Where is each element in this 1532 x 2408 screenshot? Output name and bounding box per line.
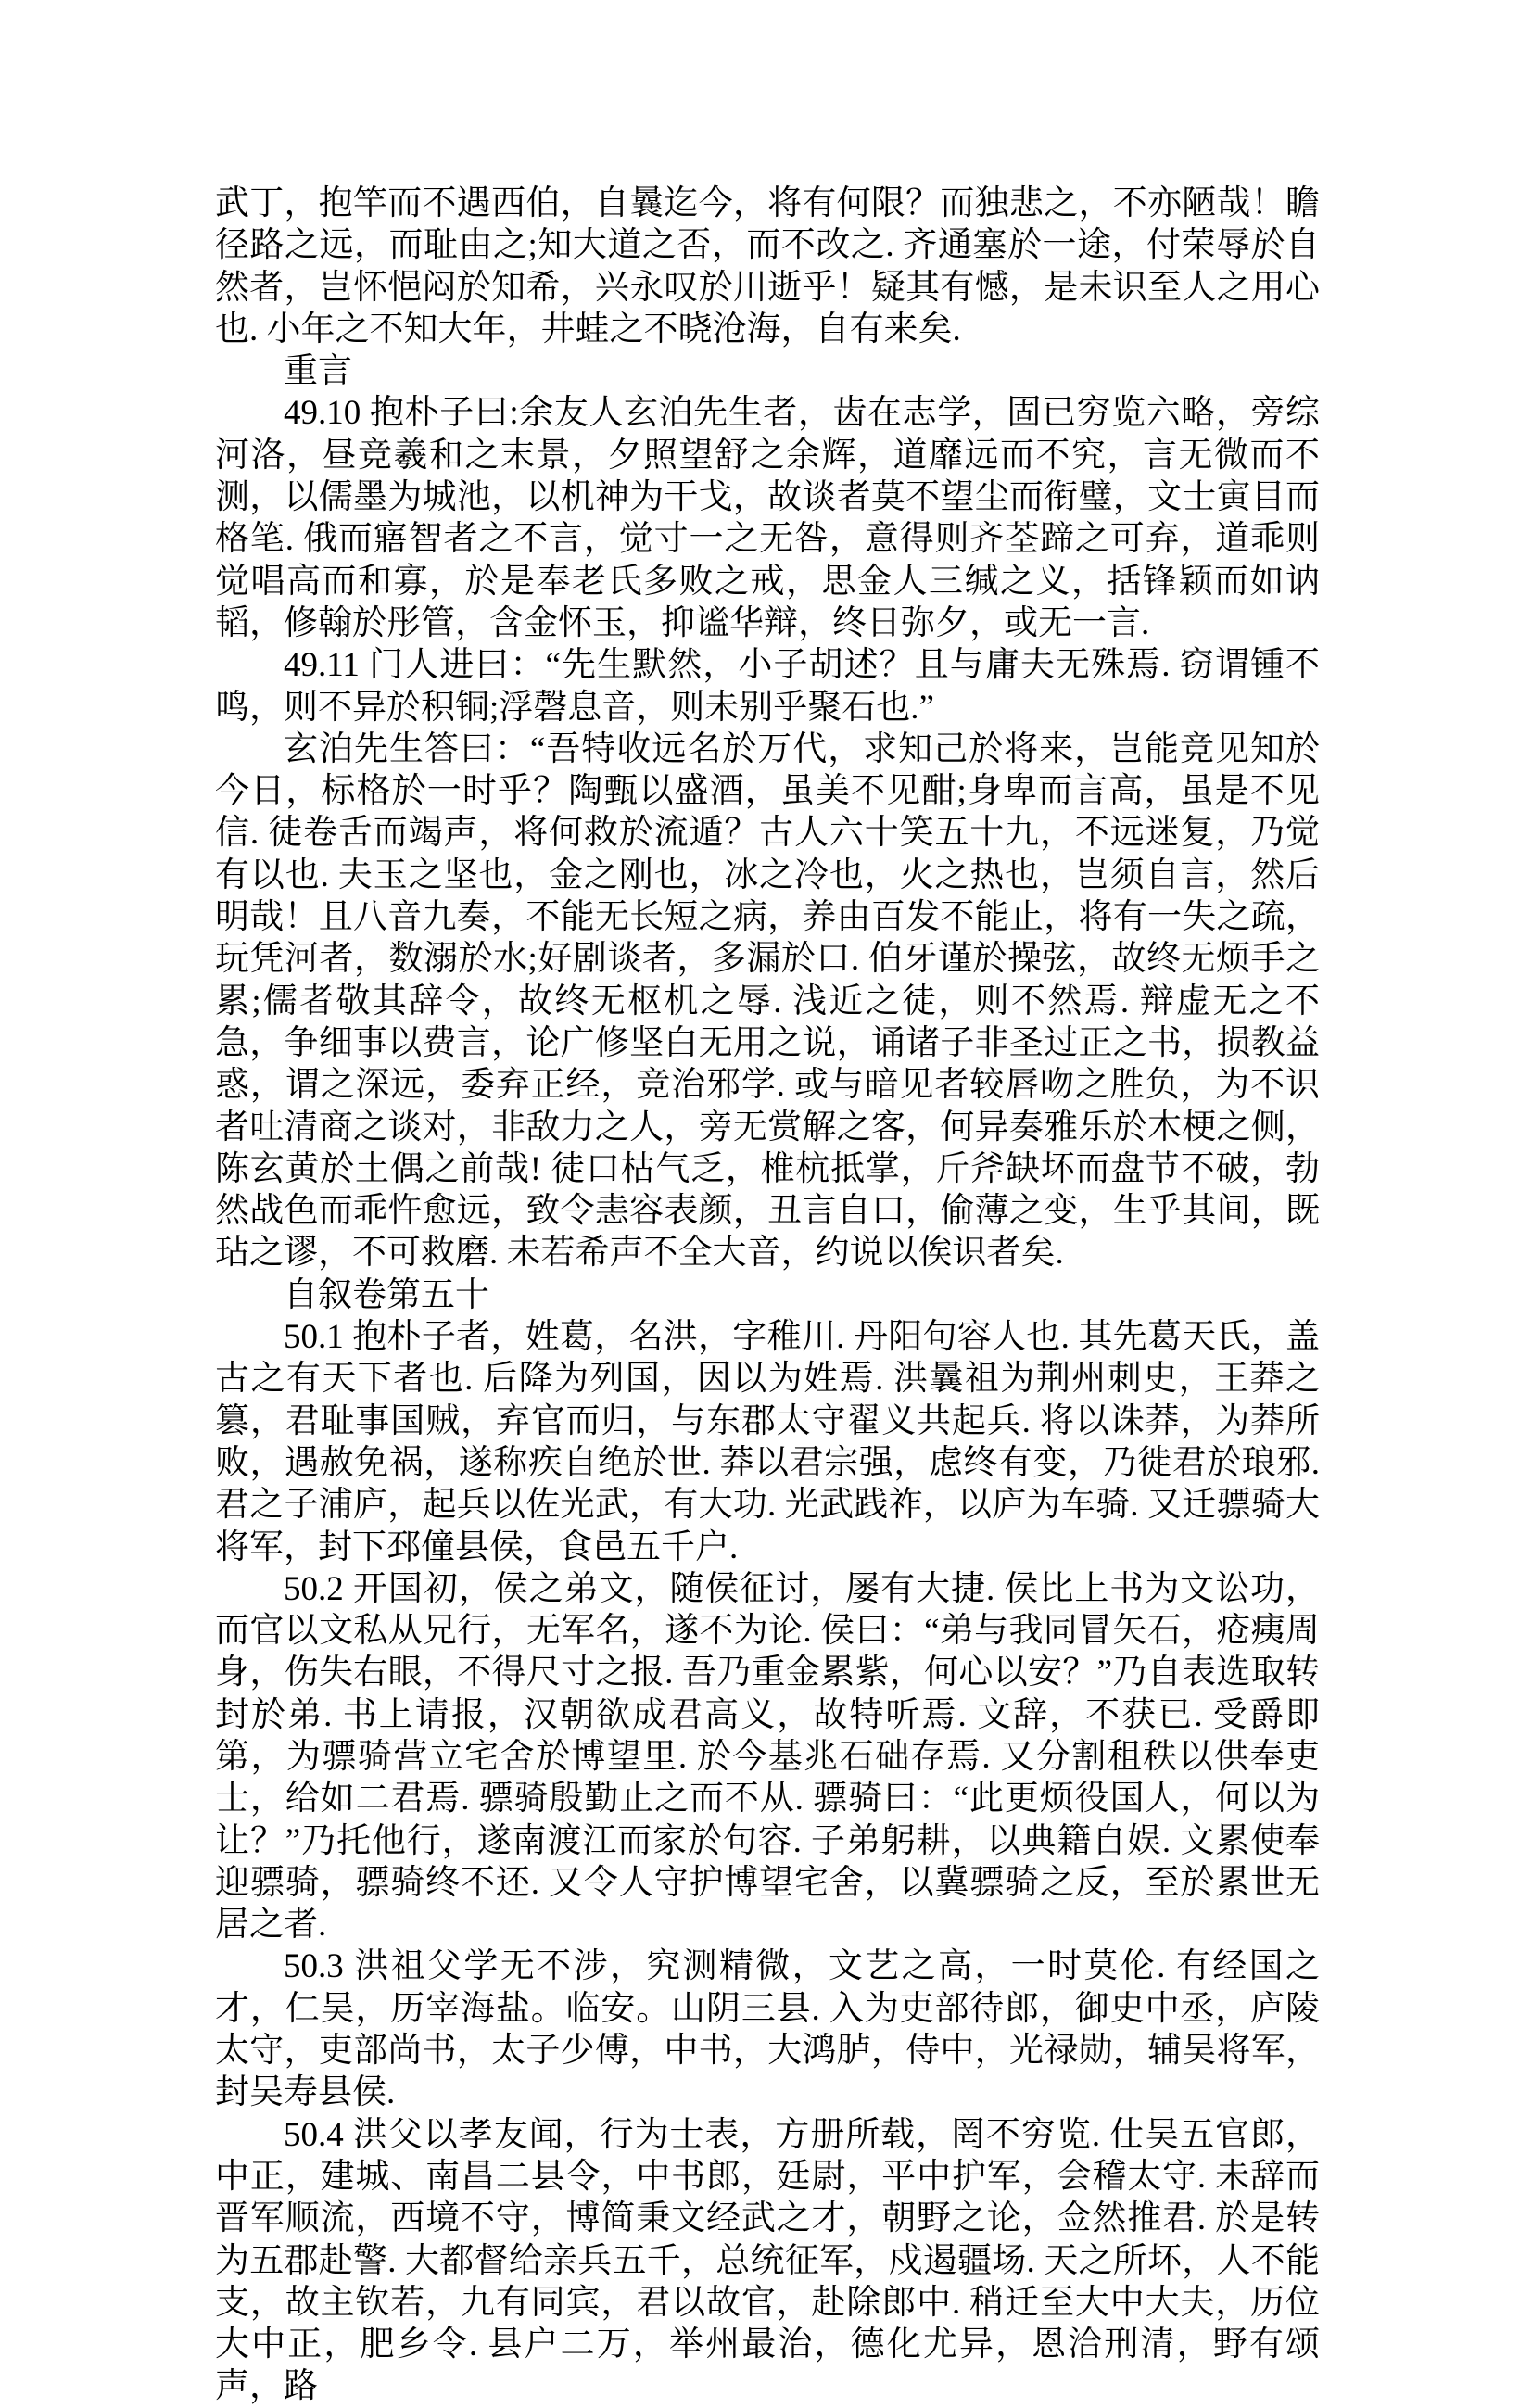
paragraph: 50.2 开国初，侯之弟文，随侯征讨，屡有大捷. 侯比上书为文讼功，而官以文私从兄行，无军名，遂不为论. 侯曰：“弟与我同冒矢石，疮痍周身，伤失右眼，不得尺寸之报. 吾乃重金累紫，何心以安？”乃自表选取转封於弟. 书上请报，汉朝欲成君高义，故特听焉. 文辞，不获已. 受爵即第，为骠骑营立宅舍於博望里. 於今基兆石础存焉. 又分割租秩以供奉吏士，给如二君焉. 骠骑殷勤止之而不从. 骠骑曰：“此更烦役国人，何以为让？”乃托他行，遂南渡江而家於句容. 子弟躬耕，以典籍自娱. 文累使奉迎骠骑，骠骑终不还. 又令人守护博望宅舍，以冀骠骑之反，至於累世无居之者. — [215, 1569, 1320, 1945]
paragraph: 49.11 门人进曰：“先生默然，小子胡述？且与庸夫无殊焉. 窃谓锺不鸣，则不异於积铜;浮磬息音，则未别乎聚石也.” — [215, 646, 1320, 727]
paragraph: 50.1 抱朴子者，姓葛，名洪，字稚川. 丹阳句容人也. 其先葛天氏，盖古之有天下者也. 后降为列国，因以为姓焉. 洪曩祖为荆州刺史，王莽之篡，君耻事国贼，弃官而归，与东郡太守翟义共起兵. 将以诛莽，为莽所败，遇赦免祸，遂称疾自绝於世. 莽以君宗强，虑终有变，乃徙君於琅邪. 君之子浦庐，起兵以佐光武，有大功. 光武践祚，以庐为车骑. 又迁骠骑大将军，封下邳僮县侯，食邑五千户. — [215, 1318, 1320, 1566]
paragraph: 武丁，抱竿而不遇西伯，自曩迄今，将有何限？而独悲之，不亦陋哉！瞻径路之远，而耻由之;知大道之否，而不改之. 齐通塞於一途，付荣辱於自然者，岂怀悒闷於知希，兴永叹於川逝乎！疑其有憾，是未识至人之用心也. 小年之不知大年，井蛙之不晓沧海，自有来矣. — [215, 184, 1320, 349]
document-page — [215, 183, 1320, 2408]
section-heading-zixu: 自叙卷第五十 — [284, 1275, 489, 1314]
section-heading-chongyan: 重言 — [284, 352, 352, 391]
paragraph: 玄泊先生答曰：“吾特收远名於万代，求知己於将来，岂能竞见知於今日，标格於一时乎？陶甄以盛酒，虽美不见酣;身卑而言高，虽是不见信. 徒卷舌而竭声，将何救於流遁？古人六十笑五十九，不远迷复，乃觉有以也. 夫玉之坚也，金之刚也，冰之冷也，火之热也，岂须自言，然后明哉！且八音九奏，不能无长短之病，养由百发不能止，将有一失之疏，玩凭河者，数溺於水;好剧谈者，多漏於口. 伯牙谨於操弦，故终无烦手之累;儒者敬其辞令，故终无枢机之辱. 浅近之徒，则不然焉. 辩虚无之不急，争细事以费言，论广修坚白无用之说，诵诸子非圣过正之书，损教益惑，谓之深远，委弃正经，竞治邪学. 或与暗见者较唇吻之胜负，为不识者吐清商之谈对，非敌力之人，旁无赏解之客，何异奏雅乐於木梗之侧，陈玄黄於土偶之前哉! 徒口枯气乏，椎杭抵掌，斤斧缺坏而盘节不破，勃然战色而乖忤愈远，致令恚容表颜，丑言自口，偷薄之变，生乎其间，既玷之谬，不可救磨. 未若希声不全大音，约说以俟识者矣. — [215, 729, 1320, 1273]
paragraph: 50.4 洪父以孝友闻，行为士表，方册所载，罔不穷览. 仕吴五官郎，中正，建城、南昌二县令，中书郎，廷尉，平中护军，会稽太守. 未辞而晋军顺流，西境不守，博简秉文经武之才，朝野之论，佥然推君. 於是转为五郡赴警. 大都督给亲兵五千，总统征军，戍遏疆场. 天之所坏，人不能支，故主钦若，九有同宾，君以故官，赴除郎中. 稍迁至大中大夫，历位大中正，肥乡令. 县户二万，举州最治，德化尤异，恩洽刑清，野有颂声，路 — [215, 2115, 1320, 2406]
paragraph: 50.3 洪祖父学无不涉，究测精微，文艺之高，一时莫伦. 有经国之才，仁吴，历宰海盐。临安。山阴三县. 入为吏部待郎，御史中丞，庐陵太守，吏部尚书，太子少傅，中书，大鸿胪，侍中，光禄勋，辅吴将军，封吴寿县侯. — [215, 1947, 1320, 2112]
paragraph: 49.10 抱朴子曰:余友人玄泊先生者，齿在志学，固已穷览六略，旁综河洛，昼竞羲和之末景，夕照望舒之余辉，道靡远而不究，言无微而不测，以儒墨为城池，以机神为干戈，故谈者莫不望尘而衔璧，文士寅目而格笔. 俄而寤智者之不言，觉寸一之无咎，意得则齐荃蹄之可弃，道乖则觉唱高而和寡，於是奉老氏多败之戒，思金人三缄之义，括锋颖而如讷韬，修翰於彤管，含金怀玉，抑谧华辩，终日弥夕，或无一言. — [215, 394, 1320, 642]
